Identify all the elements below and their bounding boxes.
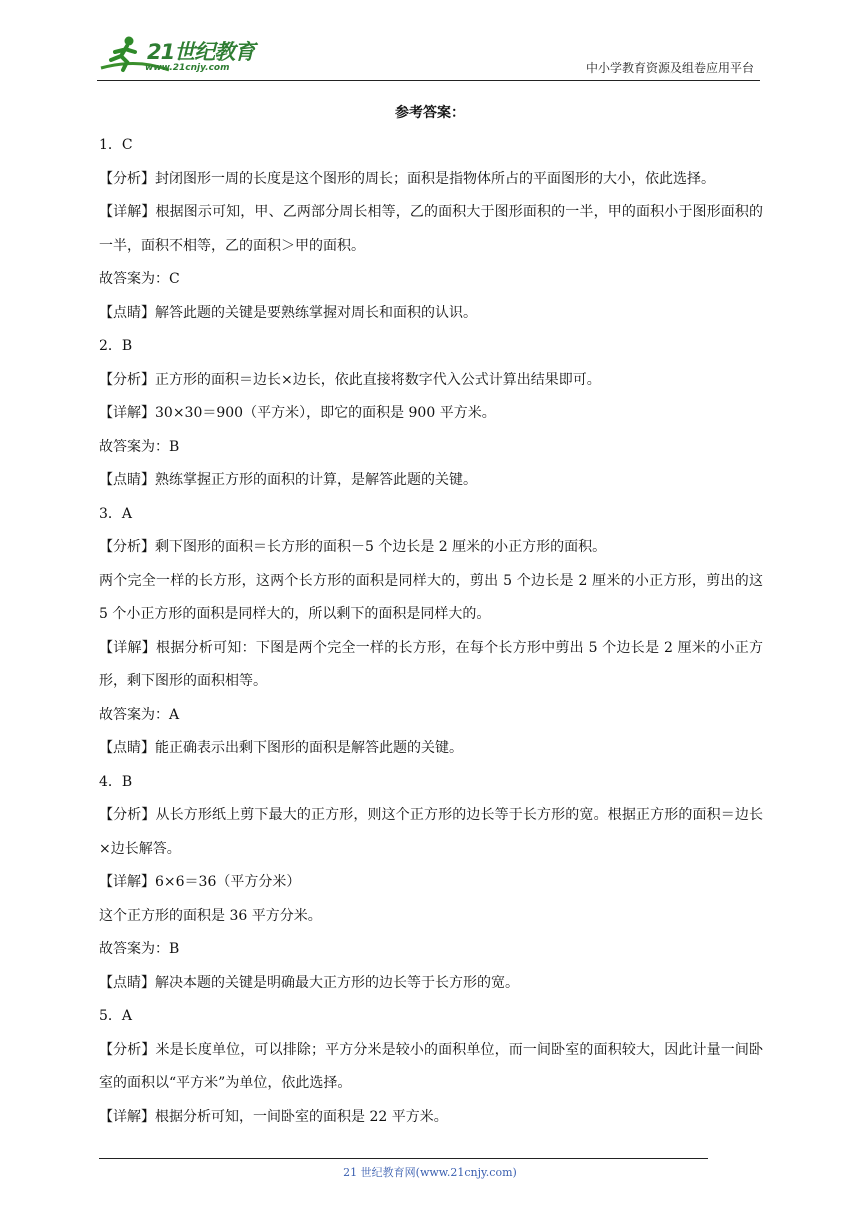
answer-line: 【分析】米是长度单位，可以排除；平方分米是较小的面积单位，而一间卧室的面积较大，因此计量一间卧室的面积以“平方米”为单位，依此选择。	[99, 1041, 763, 1091]
answer-line: 【详解】30×30＝900（平方米），即它的面积是 900 平方米。	[99, 405, 496, 421]
answer-line: 【点睛】解答此题的关键是要熟练掌握对周长和面积的认识。	[99, 304, 477, 321]
answer-content	[99, 129, 763, 1134]
answer-line: 【分析】从长方形纸上剪下最大的正方形，则这个正方形的边长等于长方形的宽。根据正方形的面积＝边长×边长解答。	[99, 807, 763, 857]
answer-line: 【分析】剩下图形的面积＝长方形的面积－5 个边长是 2 厘米的小正方形的面积。	[99, 539, 607, 555]
answer-line: 3．A	[99, 505, 133, 522]
answer-line: 【点睛】解决本题的关键是明确最大正方形的边长等于长方形的宽。	[99, 974, 519, 991]
answer-line: 【详解】根据分析可知，一间卧室的面积是 22 平方米。	[99, 1108, 448, 1125]
answer-line: 2．B	[99, 338, 133, 354]
answer-line: 5．A	[99, 1008, 133, 1024]
answer-line: 两个完全一样的长方形，这两个长方形的面积是同样大的，剪出 5 个边长是 2 厘米的小正方形，剪出的这 5 个小正方形的面积是同样大的，所以剩下的面积是同样大的。	[99, 572, 763, 622]
footer-divider	[99, 1158, 708, 1159]
answer-line: 故答案为：B	[99, 941, 180, 957]
answer-line: 【详解】根据分析可知：下图是两个完全一样的长方形，在每个长方形中剪出 5 个边长是 2 厘米的小正方形，剩下图形的面积相等。	[99, 639, 763, 689]
answer-line: 【分析】正方形的面积＝边长×边长，依此直接将数字代入公式计算出结果即可。	[99, 371, 601, 388]
answer-line: 故答案为：A	[99, 706, 180, 723]
platform-name: 中小学教育资源及组卷应用平台	[585, 61, 754, 75]
answer-line: 【详解】6×6＝36（平方分米）	[99, 874, 301, 890]
answer-line: 故答案为：B	[99, 438, 180, 455]
answer-line: 4．B	[99, 773, 133, 790]
answer-line: 【点睛】熟练掌握正方形的面积的计算，是解答此题的关键。	[99, 472, 477, 488]
page-title: 参考答案：	[395, 105, 465, 121]
footer-link[interactable]: 21 世纪教育网(www.21cnjy.com)	[343, 1166, 517, 1179]
answer-line: 这个正方形的面积是 36 平方分米。	[99, 907, 322, 924]
answer-line: 【分析】封闭图形一周的长度是这个图形的周长；面积是指物体所占的平面图形的大小，依此选择。	[99, 170, 715, 187]
logo-url: www.21cnjy.com	[145, 63, 230, 73]
answer-line: 【点睛】能正确表示出剩下图形的面积是解答此题的关键。	[99, 740, 463, 756]
answer-line: 故答案为：C	[99, 271, 180, 287]
logo-wordmark: 21世纪教育	[147, 40, 255, 64]
answer-line: 【详解】根据图示可知，甲、乙两部分周长相等，乙的面积大于图形面积的一半，甲的面积小于图形面积的一半，面积不相等，乙的面积＞甲的面积。	[99, 204, 763, 254]
page-header	[97, 32, 760, 81]
answer-line: 1．C	[99, 137, 133, 153]
site-logo[interactable]	[97, 32, 267, 76]
